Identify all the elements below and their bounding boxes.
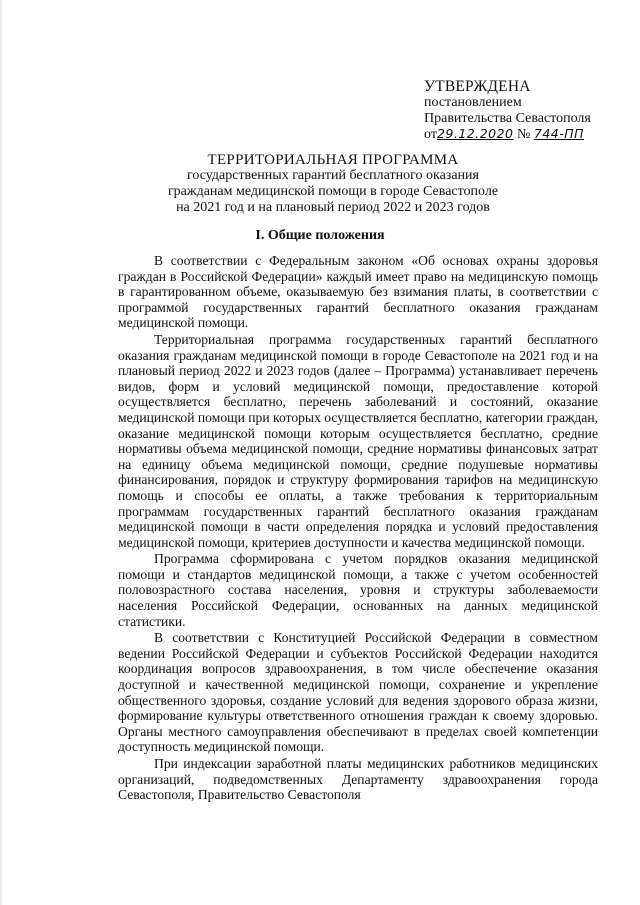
approval-line-1: постановлением	[424, 95, 522, 110]
title-line-4: на 2021 год и на плановый период 2022 и 2023 годов	[176, 200, 490, 215]
title-main: ТЕРРИТОРИАЛЬНАЯ ПРОГРАММА	[207, 152, 459, 168]
document-title	[118, 152, 548, 216]
paragraph: Программа сформирована с учетом порядков оказания медицинской помощи и стандартов медицинской помощи, а также с учетом особенностей половозрастного состава населения, уровня и структуры заболеваемости населения Российской Федерации, основанных на данных медицинской статистики.	[118, 551, 598, 629]
approval-date-row	[424, 126, 624, 143]
section-heading: I. Общие положения	[255, 228, 385, 243]
paragraph: В соответствии с Федеральным законом «Об основах охраны здоровья граждан в Российской Федерации» каждый имеет право на медицинскую помощь в гарантированном объеме, оказываемую без взимания платы, в соответствии с программой государственных гарантий бесплатного оказания гражданам медицинской помощи.	[118, 253, 598, 331]
sheet-edge	[0, 0, 2, 905]
approval-number: 744-ПП	[533, 126, 585, 141]
title-line-2: государственных гарантий бесплатного оказания	[187, 168, 479, 183]
approval-from-prefix: от	[424, 127, 437, 142]
paragraph: Территориальная программа государственных гарантий бесплатного оказания гражданам медицинской помощи в городе Севастополе на 2021 год и на плановый период 2022 и 2023 годов (далее – Программа) устанавливает перечень видов, форм и условий медицинской помощи, предоставление которой осуществляется бесплатно, перечень заболеваний и состояний, оказание медицинской помощи при которых осуществляется бесплатно, категории граждан, оказание медицинской помощи которым осуществляется бесплатно, средние нормативы объема медицинской помощи, средние нормативы финансовых затрат на единицу объема медицинской помощи, средние подушевые нормативы финансирования, порядок и структуру формирования тарифов на медицинскую помощь и способы ее оплаты, а также требования к территориальным программам государственных гарантий бесплатного оказания гражданам медицинской помощи в части определения порядка и условий предоставления медицинской помощи, критериев доступности и качества медицинской помощи.	[118, 331, 598, 550]
title-line-3: гражданам медицинской помощи в городе Севастополе	[167, 184, 499, 199]
paragraph: При индексации заработной платы медицинских работников медицинских организаций, подведомственных Департаменту здравоохранения города Севастополя, Правительство Севастополя	[118, 756, 598, 803]
paragraph: В соответствии с Конституцией Российской Федерации в совместном ведении Российской Федерации и субъектов Российской Федерации находится координация вопросов здравоохранения, в том числе обеспечение оказания доступной и качественной медицинской помощи, сохранение и укрепление общественного здоровья, создание условий для ведения здорового образа жизни, формирование культуры ответственного отношения граждан к своему здоровью. Органы местного самоуправления обеспечивают в пределах своей компетенции доступность медицинской помощи.	[118, 630, 598, 755]
approval-number-prefix: №	[517, 127, 531, 142]
approval-stamp	[424, 78, 624, 143]
approval-date: 29.12.2020	[436, 126, 514, 141]
approval-heading: УТВЕРЖДЕНА	[424, 78, 531, 95]
body-text	[118, 253, 598, 804]
approval-line-2: Правительства Севастополя	[424, 110, 591, 126]
